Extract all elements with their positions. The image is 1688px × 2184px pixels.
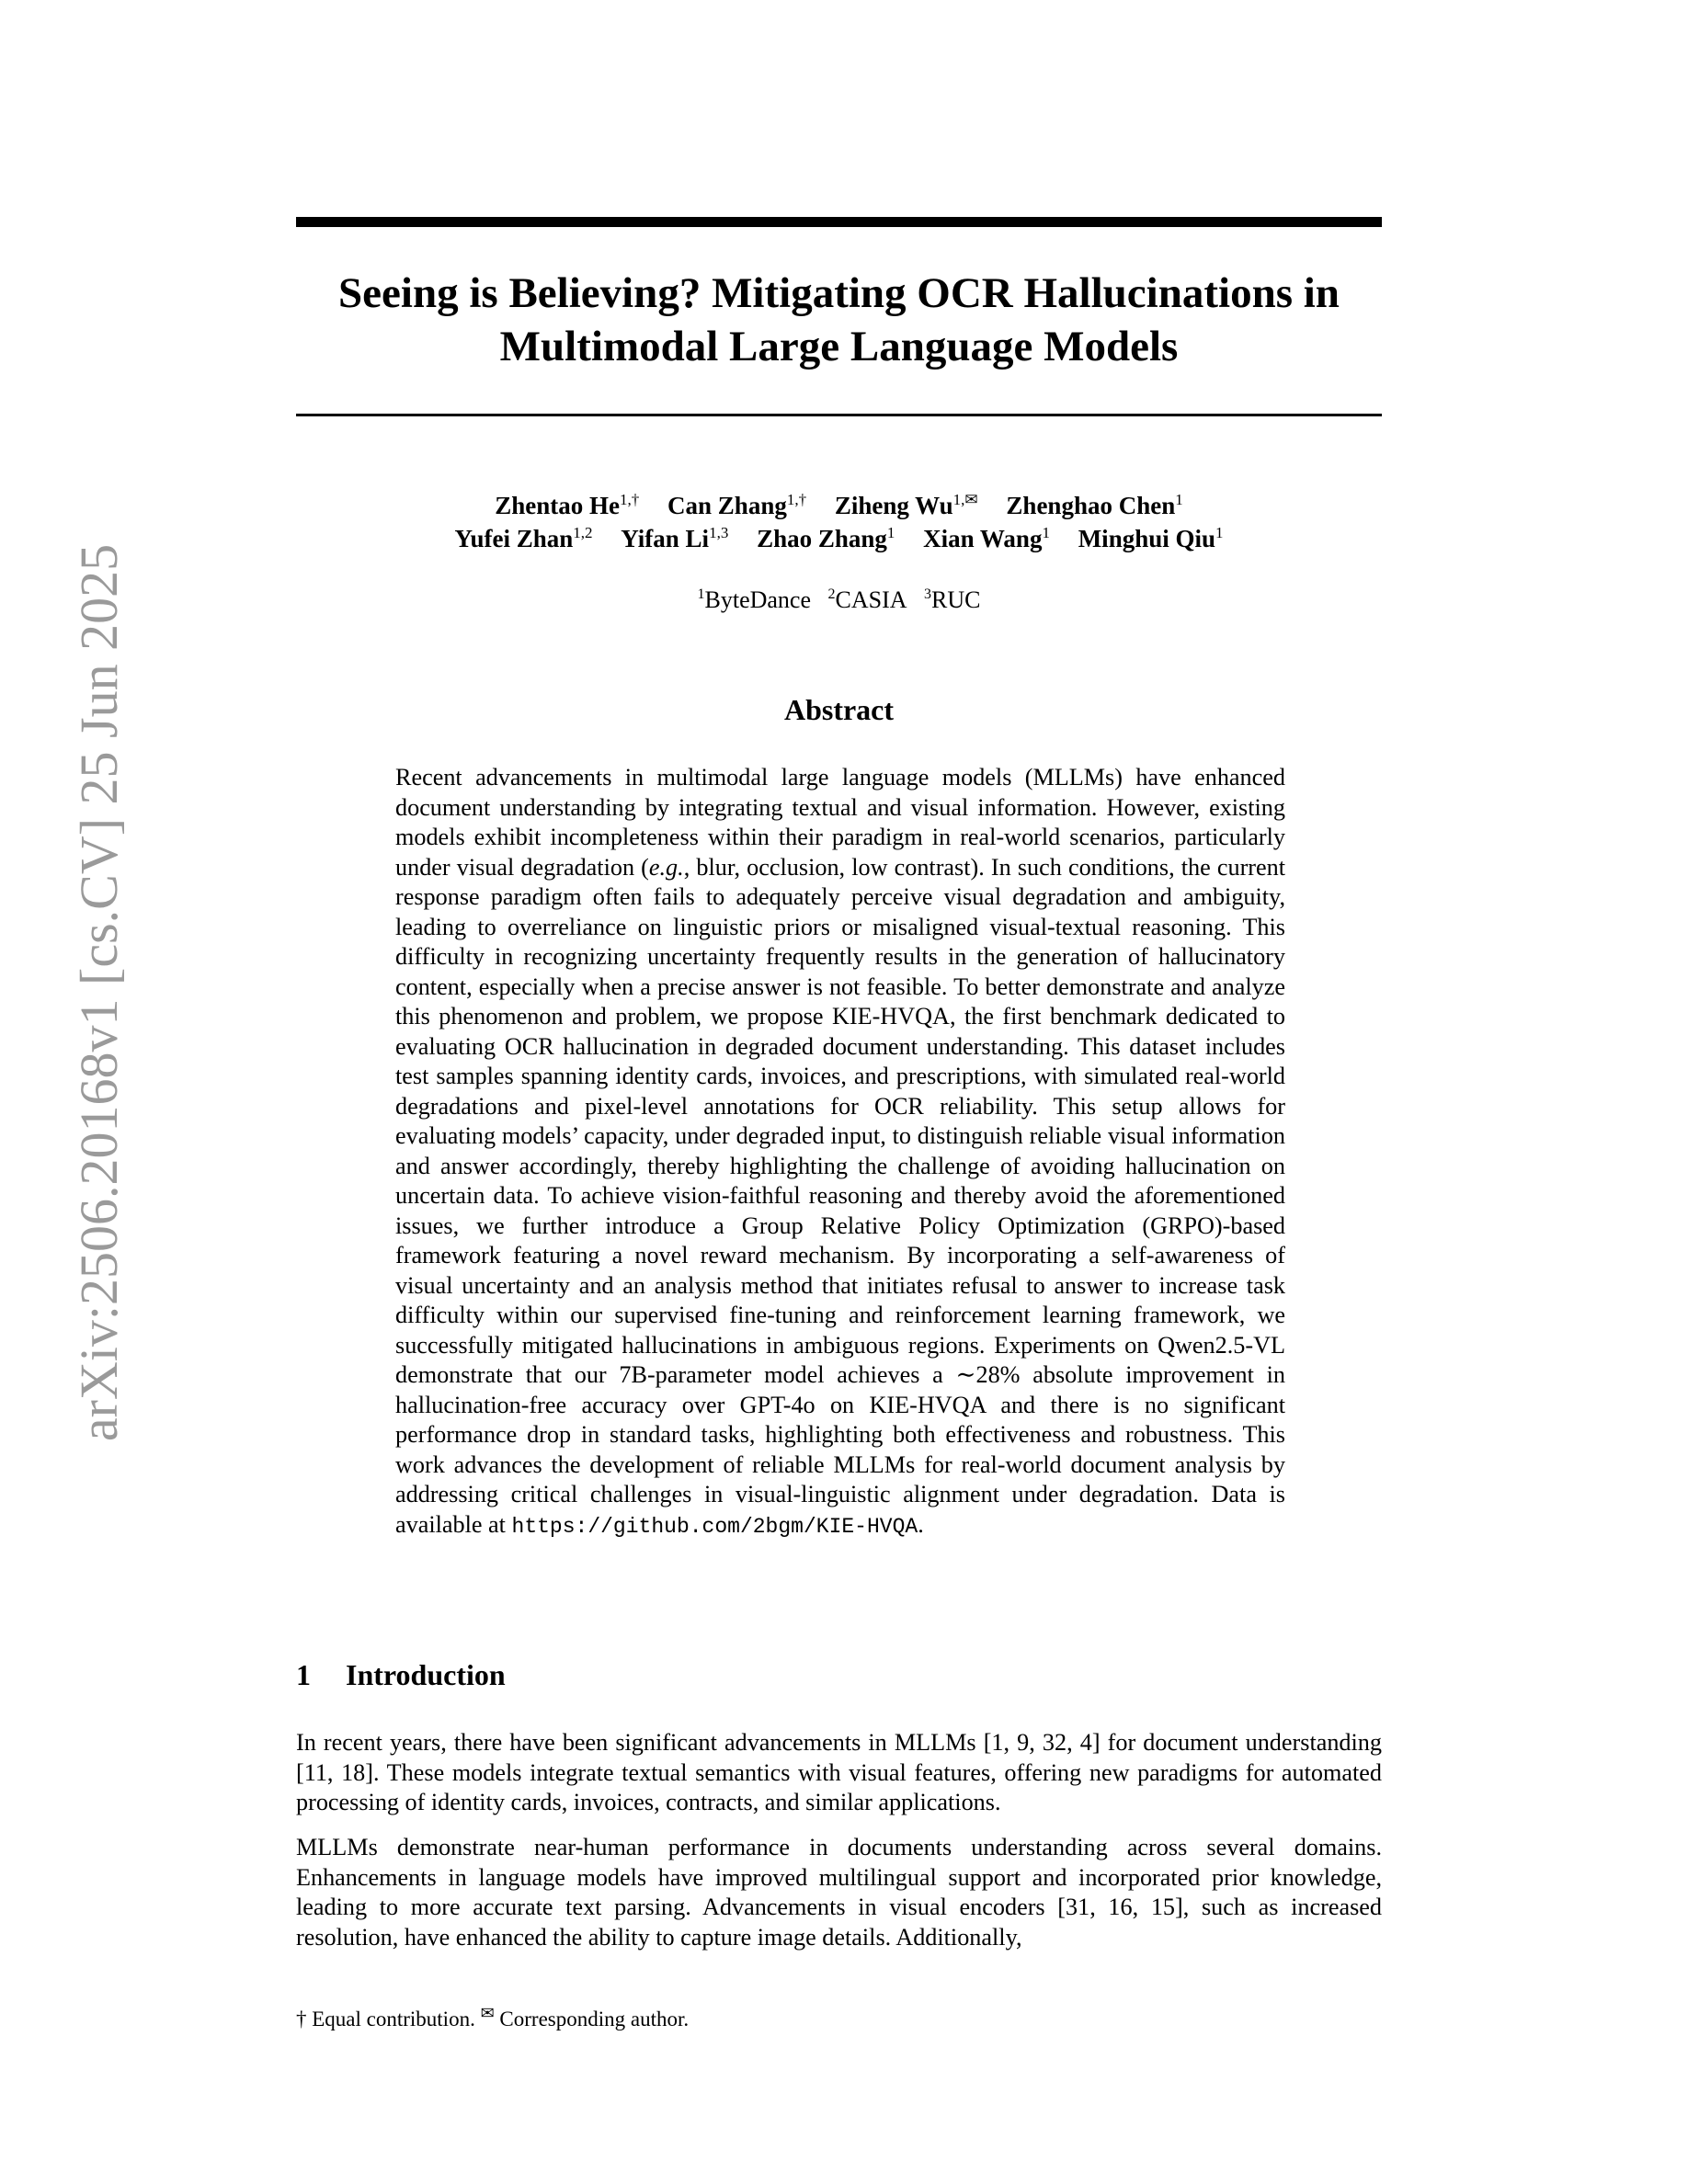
author: Minghui Qiu$^1$ — [1078, 524, 1224, 552]
author: Zhenghao Chen$^1$ — [1006, 491, 1183, 519]
title-rule-bottom — [296, 414, 1382, 416]
dataset-link[interactable]: https://github.com/2bgm/KIE-HVQA — [511, 1514, 918, 1539]
abstract-heading: Abstract — [783, 693, 895, 726]
title-line-1: Seeing is Believing? Mitigating OCR Hallucinations in — [338, 269, 1340, 317]
author-line-1 — [296, 489, 1382, 522]
intro-paragraph-2: MLLMs demonstrate near-human performance in documents understanding across several domains. Enhancements in language models have improved multilingual support and incorporated prior knowledge, leading to more accurate text parsing. Advancements in visual encoders [31, 16, 15], such as increased resolution, have enhanced the ability to capture image details. Additionally, — [296, 1834, 1382, 1951]
title-line-2: Multimodal Large Language Models — [499, 323, 1179, 370]
author: Zhao Zhang$^1$ — [757, 524, 895, 552]
affiliations — [296, 585, 1382, 616]
section-heading-introduction — [296, 1656, 1382, 1693]
paper-title — [296, 267, 1382, 373]
affiliation: $^1$ByteDance — [697, 586, 812, 613]
arxiv-stamp: arXiv:2506.20168v1 [cs.CV] 25 Jun 2025 — [69, 543, 129, 1442]
envelope-icon: ✉ — [480, 2004, 495, 2022]
author: Yufei Zhan$^{1,2}$ — [454, 524, 593, 552]
section-title: Introduction — [346, 1658, 506, 1691]
affiliation: $^2$CASIA — [827, 586, 907, 613]
affiliation: $^3$RUC — [924, 586, 981, 613]
footnote: † Equal contribution. ✉ Corresponding author. — [296, 2004, 690, 2030]
section-number: 1 — [296, 1658, 311, 1691]
abstract-text: Recent advancements in multimodal large language models (MLLMs) have enhanced document understanding by integrating textual and visual information. However, existing models exhibit incompleteness within their paradigm in real-world scenarios, particularly under visual degradation (e.g., blur, occlusion, low contrast). In such conditions, the current response paradigm often fails to adequately perceive visual degradation and ambiguity, leading to overreliance on linguistic priors or misaligned visual-textual reasoning. This difficulty in recognizing uncertainty frequently results in the generation of hallucinatory content, especially when a precise answer is not feasible. To better demonstrate and analyze this phenomenon and problem, we propose KIE-HVQA, the first benchmark dedicated to evaluating OCR hallucination in degraded document understanding. This dataset includes test samples spanning identity cards, invoices, and prescriptions, with simulated real-world degradations and pixel-level annotations for OCR reliability. This setup allows for evaluating models’ capacity, under degraded input, to distinguish reliable visual information and answer accordingly, thereby highlighting the challenge of avoiding hallucination on uncertain data. To achieve vision-faithful reasoning and thereby avoid the aforementioned issues, we further introduce a Group Relative Policy Optimization (GRPO)-based framework featuring a novel reward mechanism. By incorporating a self-awareness of visual uncertainty and an analysis method that initiates refusal to answer to increase task difficulty within our supervised fine-tuning and reinforcement learning framework, we successfully mitigated hallucinations in ambiguous regions. Experiments on Qwen2.5-VL demonstrate that our 7B-parameter model achieves a ∼28% absolute improvement in hallucination-free accuracy over GPT-4o on KIE-HVQA and there is no significant performance drop in standard tasks, highlighting both effectiveness and robustness. This work advances the development of reliable MLLMs for real-world document analysis by addressing critical challenges in visual-linguistic alignment under degradation. Data is available at https://github.com/2bgm/KIE-HVQA. — [395, 764, 1286, 1539]
author: Ziheng $Wu^{1,✉}$ — [834, 491, 978, 519]
intro-paragraph-1: In recent years, there have been significant advancements in MLLMs [1, 9, 32, 4] for document understanding [11, 18]. These models integrate textual semantics with visual features, offering new paradigms for automated processing of identity cards, invoices, contracts, and similar applications. — [296, 1729, 1382, 1815]
author-list — [296, 489, 1382, 555]
title-rule-top — [296, 217, 1382, 227]
author-line-2 — [296, 522, 1382, 555]
author: Zhentao $He^{1,\dagger}$ — [495, 491, 640, 519]
author: Xian Wang$^1$ — [923, 524, 1050, 552]
author: Can Zhang$^{1,\dagger}$ — [667, 491, 807, 519]
author: Yifan Li$^{1,3}$ — [621, 524, 729, 552]
